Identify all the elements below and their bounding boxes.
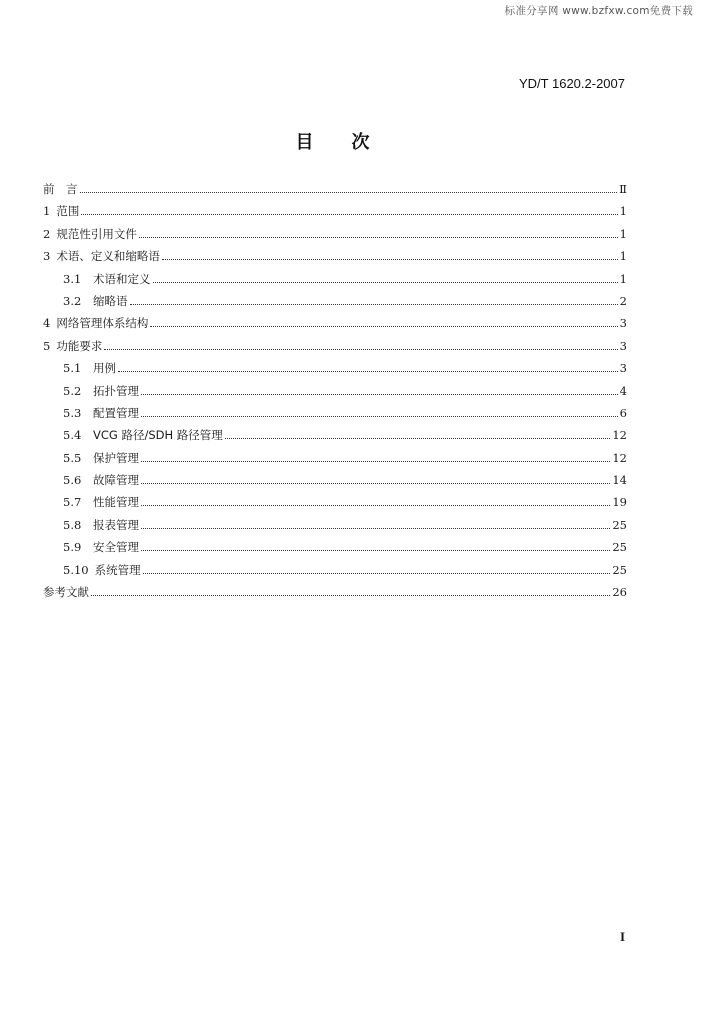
toc-entry-label: 性能管理 — [93, 495, 139, 510]
toc-entry-number: 3.2 — [63, 293, 82, 308]
toc-entry-5-4[interactable] — [43, 427, 627, 449]
toc-entry-number: 5.8 — [63, 517, 82, 532]
standard-code: YD/T 1620.2-2007 — [519, 76, 625, 91]
toc-entry-number: 1 — [43, 204, 51, 219]
toc-entry-number: 5.2 — [63, 383, 82, 398]
toc-entry-label: 故障管理 — [93, 473, 139, 488]
toc-entry-number: 3.1 — [63, 271, 82, 286]
toc-entry-page: 25 — [612, 540, 627, 555]
toc-leader-dots — [104, 348, 617, 350]
toc-entry-number: 5.10 — [63, 562, 89, 577]
toc-entry-label: 前 言 — [43, 182, 78, 196]
toc-leader-dots — [225, 437, 611, 439]
toc-leader-dots — [143, 572, 611, 574]
toc-entry-page: 25 — [612, 517, 627, 532]
toc-entry-number: 5.7 — [63, 495, 82, 510]
toc-entry-label: 功能要求 — [56, 338, 103, 353]
toc-entry-foreword[interactable] — [43, 181, 627, 203]
toc-leader-dots — [141, 415, 618, 417]
toc-entry-number: 5.1 — [63, 361, 82, 376]
toc-entry-number: 3 — [43, 249, 51, 264]
toc-title: 目次 — [295, 132, 408, 153]
toc-entry-number: 5.9 — [63, 540, 82, 555]
toc-entry-5-7[interactable] — [43, 494, 627, 516]
toc-entry-label: VCG 路径/SDH 路径管理 — [93, 428, 223, 443]
toc-entry-page: 3 — [619, 316, 627, 331]
toc-entry-label: 报表管理 — [93, 517, 139, 532]
toc-entry-references[interactable] — [43, 584, 627, 606]
toc-leader-dots — [130, 303, 618, 305]
toc-entry-page: 25 — [612, 562, 627, 577]
toc-entry-page: 12 — [612, 450, 627, 465]
watermark-text: 标准分享网 www.bzfxw.com免费下载 — [504, 5, 693, 17]
toc-entry-page: 1 — [619, 271, 627, 286]
toc-leader-dots — [80, 191, 618, 193]
toc-entry-page: 6 — [619, 405, 627, 420]
toc-entry-number: 5.5 — [63, 450, 82, 465]
toc-leader-dots — [118, 370, 618, 372]
toc-entry-5-8[interactable] — [43, 517, 627, 539]
toc-entry-5-1[interactable] — [43, 360, 627, 382]
toc-entry-page: 1 — [619, 226, 627, 241]
toc-entry-label: 网络管理体系结构 — [56, 316, 149, 331]
toc-entry-page: 3 — [619, 338, 627, 353]
toc-entry-3-2[interactable] — [43, 293, 627, 315]
toc-entry-label: 范围 — [56, 204, 80, 219]
toc-leader-dots — [141, 482, 610, 484]
toc-entry-number: 2 — [43, 226, 51, 241]
toc-entry-4[interactable] — [43, 315, 627, 337]
toc-entry-label: 安全管理 — [93, 540, 139, 555]
toc-entry-page: 1 — [619, 249, 627, 264]
toc-entry-label: 用例 — [93, 361, 116, 376]
toc-entry-number: 4 — [43, 316, 51, 331]
toc-entry-page: Ⅱ — [619, 182, 627, 196]
table-of-contents — [43, 181, 627, 606]
toc-entry-page: 1 — [619, 204, 627, 219]
toc-leader-dots — [141, 527, 610, 529]
toc-entry-label: 参考文献 — [43, 585, 89, 600]
toc-entry-5-2[interactable] — [43, 383, 627, 405]
toc-entry-number: 5.3 — [63, 405, 82, 420]
toc-leader-dots — [91, 594, 610, 596]
toc-entry-label: 规范性引用文件 — [56, 226, 137, 241]
toc-entry-page: 2 — [619, 293, 627, 308]
toc-entry-page: 12 — [612, 428, 627, 443]
toc-entry-5-3[interactable] — [43, 405, 627, 427]
toc-leader-dots — [141, 460, 610, 462]
toc-entry-3[interactable] — [43, 248, 627, 270]
toc-leader-dots — [139, 236, 618, 238]
toc-entry-2[interactable] — [43, 226, 627, 248]
toc-entry-number: 5.6 — [63, 473, 82, 488]
toc-entry-page: 14 — [612, 473, 627, 488]
toc-entry-label: 配置管理 — [93, 405, 139, 420]
toc-entry-1[interactable] — [43, 203, 627, 225]
toc-entry-3-1[interactable] — [43, 271, 627, 293]
page-number: I — [619, 929, 625, 944]
toc-entry-page: 3 — [619, 361, 627, 376]
toc-entry-label: 系统管理 — [94, 562, 141, 577]
toc-entry-label: 保护管理 — [93, 450, 139, 465]
toc-leader-dots — [141, 393, 618, 395]
toc-entry-5-10[interactable] — [43, 562, 627, 584]
toc-entry-number: 5 — [43, 338, 51, 353]
toc-leader-dots — [153, 281, 618, 283]
toc-leader-dots — [141, 549, 610, 551]
toc-entry-page: 26 — [612, 585, 627, 600]
toc-entry-5-5[interactable] — [43, 450, 627, 472]
toc-entry-5-6[interactable] — [43, 472, 627, 494]
toc-entry-5[interactable] — [43, 338, 627, 360]
toc-entry-number: 5.4 — [63, 428, 82, 443]
toc-leader-dots — [162, 258, 618, 260]
toc-entry-label: 缩略语 — [93, 293, 128, 308]
toc-leader-dots — [141, 504, 610, 506]
toc-leader-dots — [81, 213, 617, 215]
toc-entry-label: 术语和定义 — [93, 271, 151, 286]
toc-entry-label: 拓扑管理 — [93, 383, 139, 398]
toc-entry-label: 术语、定义和缩略语 — [56, 249, 160, 264]
toc-entry-5-9[interactable] — [43, 539, 627, 561]
toc-entry-page: 4 — [619, 383, 627, 398]
toc-leader-dots — [150, 325, 617, 327]
toc-entry-page: 19 — [612, 495, 627, 510]
